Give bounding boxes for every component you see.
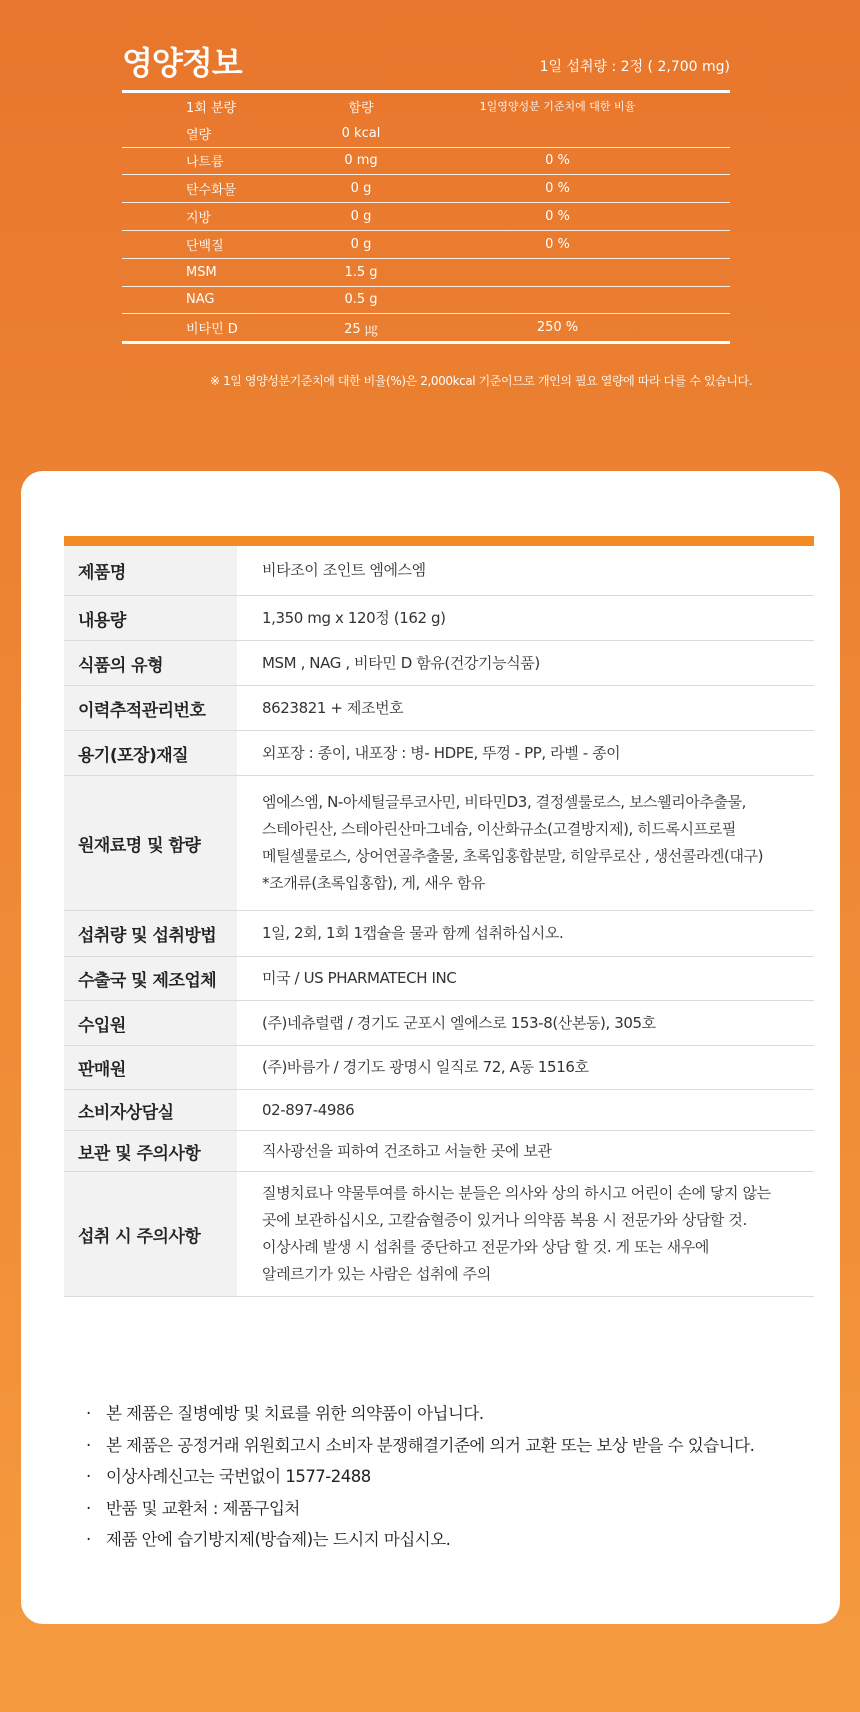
notice-text: 제품 안에 습기방지제(방습제)는 드시지 마십시오. bbox=[106, 1530, 451, 1550]
nutrient-name: NAG bbox=[186, 292, 215, 308]
info-label: 제품명 bbox=[64, 546, 237, 595]
info-row bbox=[64, 731, 814, 776]
nutrition-row bbox=[122, 202, 730, 230]
notice-item bbox=[86, 1524, 826, 1556]
info-value bbox=[237, 1046, 814, 1089]
nutrient-amount: 0 mg bbox=[344, 153, 378, 169]
info-label: 보관 및 주의사항 bbox=[64, 1131, 237, 1171]
bullet-icon: · bbox=[86, 1404, 91, 1423]
bullet-icon: · bbox=[86, 1530, 91, 1550]
nutrient-name: 비타민 D bbox=[186, 322, 238, 338]
info-value-line: 8623821 + 제조번호 bbox=[262, 698, 404, 717]
nutrient-name: MSM bbox=[186, 264, 217, 280]
bullet-icon: · bbox=[86, 1467, 91, 1487]
info-label: 섭취 시 주의사항 bbox=[64, 1172, 237, 1296]
info-label: 원재료명 및 함량 bbox=[64, 776, 237, 910]
info-value-line: *조개류(초록입홍합), 게, 새우 함유 bbox=[262, 874, 486, 892]
info-value bbox=[237, 546, 814, 595]
info-value bbox=[237, 776, 814, 910]
nutrition-row bbox=[122, 313, 730, 341]
info-value bbox=[237, 1131, 814, 1171]
nutrition-table bbox=[122, 90, 730, 344]
info-value bbox=[237, 1090, 814, 1130]
nutrition-table-header bbox=[122, 93, 730, 120]
notice-text: 본 제품은 질병예방 및 치료를 위한 의약품이 아닙니다. bbox=[106, 1404, 484, 1423]
info-value-line: 외포장 : 종이, 내포장 : 병- HDPE, 뚜껑 - PP, 라벨 - 종이 bbox=[262, 743, 621, 762]
info-value-line: 1일, 2회, 1회 1캡슐을 물과 함께 섭취하십시오. bbox=[262, 924, 564, 942]
nutrient-daily-value: 0 % bbox=[545, 236, 570, 252]
nutrition-row bbox=[122, 174, 730, 202]
info-row bbox=[64, 911, 814, 957]
product-info-card bbox=[21, 471, 840, 1624]
notice-item bbox=[86, 1493, 826, 1525]
info-value bbox=[237, 911, 814, 956]
nutrition-header bbox=[122, 38, 730, 90]
nutrient-name: 지방 bbox=[186, 211, 212, 227]
notice-text: 반품 및 교환처 : 제품구입처 bbox=[106, 1498, 300, 1518]
info-value bbox=[237, 731, 814, 775]
nutrient-amount: 1.5 g bbox=[344, 264, 378, 280]
bullet-icon: · bbox=[86, 1435, 91, 1455]
info-row bbox=[64, 1001, 814, 1046]
notice-text: 본 제품은 공정거래 위원회고시 소비자 분쟁해결기준에 의거 교환 또는 보상 받을 수 있습니다. bbox=[106, 1435, 755, 1455]
nutrition-row bbox=[122, 286, 730, 314]
info-value-line: 이상사례 발생 시 섭취를 중단하고 전문가와 상담 할 것. 게 또는 새우에 bbox=[262, 1238, 709, 1256]
nutrition-row bbox=[122, 258, 730, 286]
nutrient-amount: 0 g bbox=[350, 236, 372, 252]
info-value bbox=[237, 957, 814, 1000]
nutrition-row bbox=[122, 120, 730, 147]
info-value bbox=[237, 596, 814, 640]
nutrient-amount: 0 g bbox=[350, 181, 372, 197]
info-value bbox=[237, 686, 814, 730]
info-row bbox=[64, 1172, 814, 1297]
info-row bbox=[64, 686, 814, 731]
info-value-line: 비타조이 조인트 엠에스엠 bbox=[262, 561, 426, 579]
info-row bbox=[64, 776, 814, 911]
info-value-line: 02-897-4986 bbox=[262, 1100, 355, 1119]
nutrition-footnote: ※ 1일 영양성분기준치에 대한 비율(%)은 2,000kcal 기준이므로 개인의 필요 열량에 따라 다를 수 있습니다. bbox=[210, 374, 753, 388]
info-label: 판매원 bbox=[64, 1046, 237, 1089]
nutrient-name: 탄수화물 bbox=[186, 183, 237, 199]
info-row bbox=[64, 641, 814, 686]
info-value-line: 곳에 보관하십시오, 고칼슘혈증이 있거나 의약품 복용 시 전문가와 상담할 것. bbox=[262, 1211, 747, 1229]
notice-item bbox=[86, 1461, 826, 1493]
nutrient-amount: 0.5 g bbox=[344, 292, 378, 308]
info-label: 식품의 유형 bbox=[64, 641, 237, 685]
bullet-icon: · bbox=[86, 1498, 91, 1518]
info-label: 소비자상담실 bbox=[64, 1090, 237, 1130]
info-label: 수입원 bbox=[64, 1001, 237, 1045]
info-row bbox=[64, 957, 814, 1001]
nutrient-name: 열량 bbox=[186, 127, 212, 143]
nutrition-footnote-wrap bbox=[0, 372, 860, 389]
info-label: 용기(포장)재질 bbox=[64, 731, 237, 775]
nutrient-name: 단백질 bbox=[186, 238, 224, 254]
notice-item bbox=[86, 1430, 826, 1462]
info-row bbox=[64, 596, 814, 641]
info-value-line: 메틸셀룰로스, 상어연골추출물, 초록입홍합분말, 히알루로산 , 생선콜라겐(대구) bbox=[262, 847, 764, 865]
serving-size: 1일 섭취량 : 2정 ( 2,700 mg) bbox=[539, 59, 730, 75]
info-value-line: 직사광선을 피하여 건조하고 서늘한 곳에 보관 bbox=[262, 1141, 552, 1160]
info-label: 섭취량 및 섭취방법 bbox=[64, 911, 237, 956]
info-value-line: (주)바름가 / 경기도 광명시 일직로 72, A동 1516호 bbox=[262, 1058, 589, 1076]
info-label: 수출국 및 제조업체 bbox=[64, 957, 237, 1000]
nutrient-daily-value: 0 % bbox=[545, 181, 570, 197]
header-serving: 1회 분량 bbox=[186, 100, 237, 116]
nutrient-daily-value: 0 % bbox=[545, 209, 570, 225]
info-label: 내용량 bbox=[64, 596, 237, 640]
info-value-line: 미국 / US PHARMATECH INC bbox=[262, 969, 457, 987]
header-amount: 함량 bbox=[348, 100, 374, 116]
nutrition-section bbox=[122, 38, 730, 344]
info-label: 이력추적관리번호 bbox=[64, 686, 237, 730]
info-value-line: 엠에스엠, N-아세틸글루코사민, 비타민D3, 결정셀룰로스, 보스웰리아추출물, bbox=[262, 793, 747, 811]
nutrient-amount: 25 ㎍ bbox=[344, 322, 378, 338]
info-value bbox=[237, 1172, 814, 1296]
nutrient-daily-value: 250 % bbox=[536, 320, 579, 336]
info-value-line: 알레르기가 있는 사람은 섭취에 주의 bbox=[262, 1265, 491, 1283]
nutrient-amount: 0 g bbox=[350, 209, 372, 225]
info-value-line: 스테아린산, 스테아린산마그네슘, 이산화규소(고결방지제), 히드록시프로필 bbox=[262, 820, 736, 838]
nutrient-daily-value: 0 % bbox=[545, 153, 570, 169]
info-value bbox=[237, 1001, 814, 1045]
info-row bbox=[64, 1046, 814, 1090]
nutrition-row bbox=[122, 147, 730, 175]
nutrient-amount: 0 kcal bbox=[341, 125, 381, 141]
info-row bbox=[64, 1090, 814, 1131]
notice-text: 이상사례신고는 국번없이 1577-2488 bbox=[106, 1467, 371, 1487]
nutrition-row bbox=[122, 230, 730, 258]
info-value-line: 질병치료나 약물투여를 하시는 분들은 의사와 상의 하시고 어린이 손에 닿지 않는 bbox=[262, 1184, 771, 1202]
info-value-line: MSM , NAG , 비타민 D 함유(건강기능식품) bbox=[262, 653, 540, 672]
product-info-table bbox=[64, 536, 814, 1297]
nutrient-name: 나트륨 bbox=[186, 155, 224, 171]
info-value bbox=[237, 641, 814, 685]
header-daily-value: 1일영양성분 기준치에 대한 비율 bbox=[479, 100, 636, 114]
info-row bbox=[64, 546, 814, 596]
notice-item bbox=[86, 1398, 826, 1430]
info-value-line: (주)네츄럴랩 / 경기도 군포시 엘에스로 153-8(산본동), 305호 bbox=[262, 1013, 656, 1032]
nutrition-title: 영양정보 bbox=[122, 44, 242, 82]
info-row bbox=[64, 1131, 814, 1172]
info-value-line: 1,350 mg x 120정 (162 g) bbox=[262, 608, 446, 627]
notice-list bbox=[86, 1398, 826, 1556]
